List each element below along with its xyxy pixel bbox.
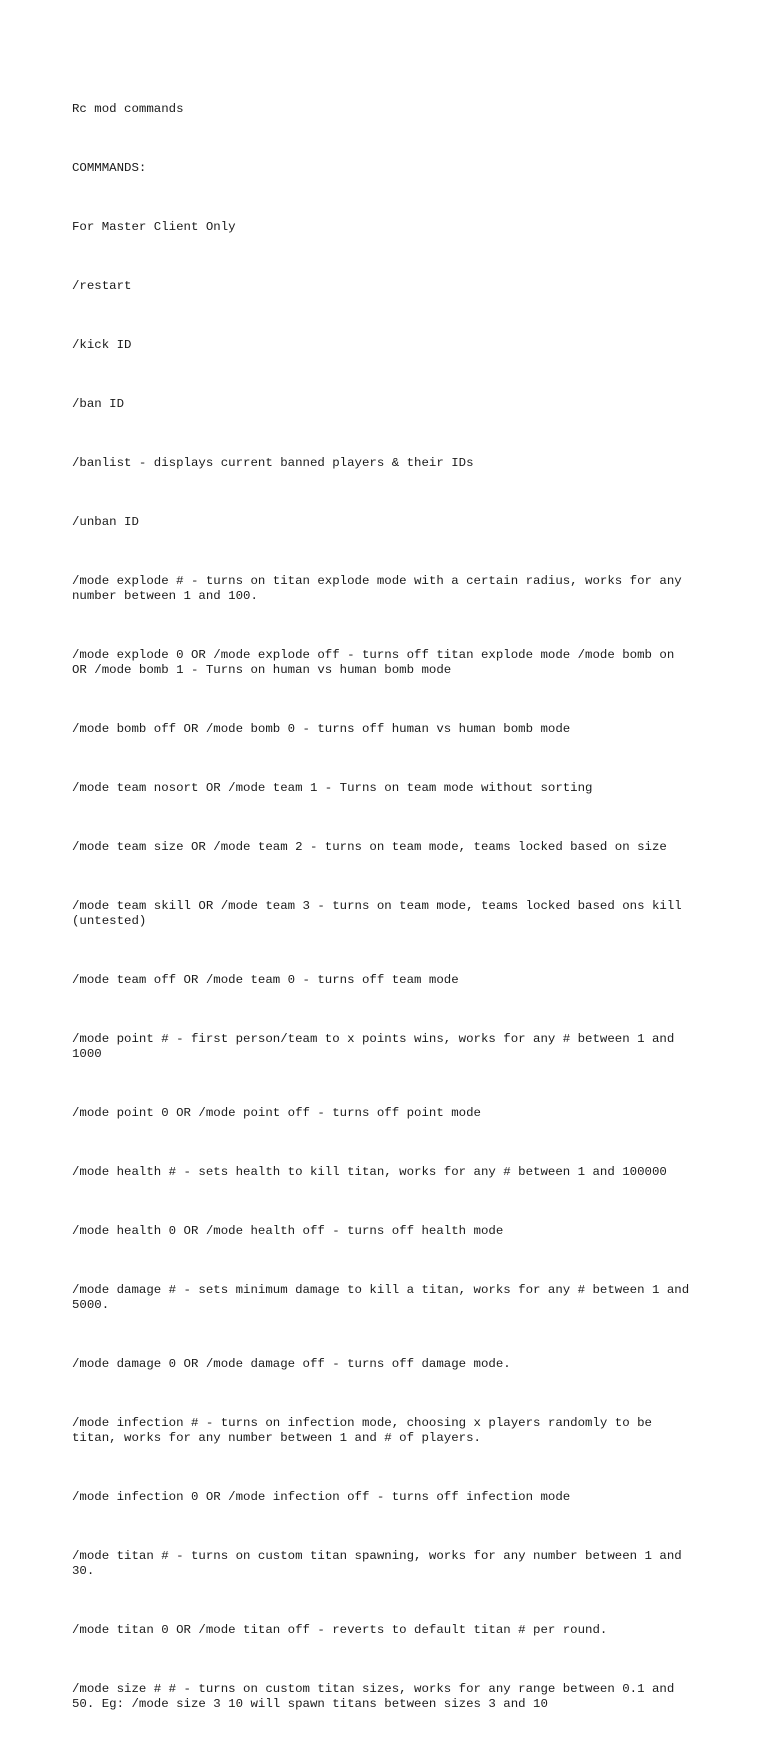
command-line: /unban ID [72, 515, 139, 529]
command-line: /banlist - displays current banned players & their IDs [72, 456, 474, 470]
command-line: /mode team off OR /mode team 0 - turns off team mode [72, 973, 459, 987]
command-line: /mode infection 0 OR /mode infection off - turns off infection mode [72, 1490, 571, 1504]
command-line: /mode explode 0 OR /mode explode off - turns off titan explode mode /mode bomb on OR /mode bomb 1 - Turns on human vs human bomb mode [72, 648, 675, 677]
command-line: /mode infection # - turns on infection mode, choosing x players randomly to be titan, works for any number between 1 and # of players. [72, 1416, 652, 1445]
command-line: /mode team nosort OR /mode team 1 - Turns on team mode without sorting [72, 781, 593, 795]
command-line: /mode titan 0 OR /mode titan off - reverts to default titan # per round. [72, 1623, 608, 1637]
command-line: /mode health 0 OR /mode health off - turns off health mode [72, 1224, 504, 1238]
command-line: /mode team size OR /mode team 2 - turns on team mode, teams locked based on size [72, 840, 667, 854]
command-line: /mode point # - first person/team to x points wins, works for any # between 1 and 1000 [72, 1032, 675, 1061]
command-line: /mode size # # - turns on custom titan sizes, works for any range between 0.1 and 50. Eg: /mode size 3 10 will spawn titans between sizes 3 and 10 [72, 1682, 675, 1711]
command-line: /mode explode # - turns on titan explode mode with a certain radius, works for any number between 1 and 100. [72, 574, 682, 603]
command-line: /kick ID [72, 338, 132, 352]
command-line: /mode point 0 OR /mode point off - turns off point mode [72, 1106, 481, 1120]
command-line: /mode health # - sets health to kill titan, works for any # between 1 and 100000 [72, 1165, 667, 1179]
command-line: /mode titan # - turns on custom titan spawning, works for any number between 1 and 30. [72, 1549, 682, 1578]
document-body [72, 72, 702, 1741]
command-line: /ban ID [72, 397, 125, 411]
document-title: Rc mod commands [72, 102, 184, 116]
commands-heading: COMMMANDS: [72, 161, 147, 175]
master-client-subheading: For Master Client Only [72, 220, 236, 234]
command-line: /mode bomb off OR /mode bomb 0 - turns off human vs human bomb mode [72, 722, 571, 736]
command-line: /mode damage 0 OR /mode damage off - turns off damage mode. [72, 1357, 511, 1371]
command-line: /mode team skill OR /mode team 3 - turns on team mode, teams locked based ons kill (untested) [72, 899, 682, 928]
command-line: /mode damage # - sets minimum damage to kill a titan, works for any # between 1 and 5000. [72, 1283, 690, 1312]
command-line: /restart [72, 279, 132, 293]
